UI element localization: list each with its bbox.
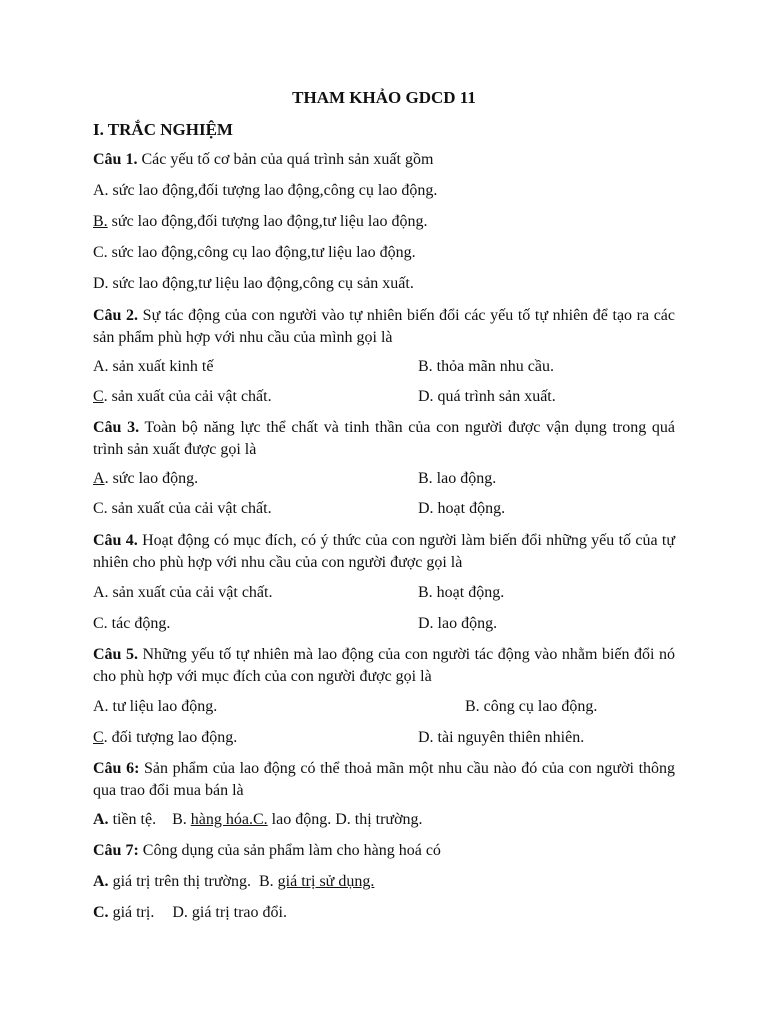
option-text: . sản xuất của cải vật chất. [103,388,272,405]
option-text: lao động. D. thị trường. [267,811,423,828]
option-letter: C. [93,904,109,921]
q5-option-b: B. công cụ lao động. [465,698,598,715]
answer-text: giá trị sử dụng. [277,873,375,890]
question-6 [93,758,675,802]
question-text: Công dụng của sản phẩm làm cho hàng hoá có [138,842,441,859]
option-text: sức lao động,đối tượng lao động,tư liệu lao động. [107,213,428,230]
q1-option-a: A. sức lao động,đối tượng lao động,công cụ lao động. [93,182,438,199]
answer-letter: A [93,470,105,487]
option-text: . sức lao động. [104,470,199,487]
q3-option-c: C. sản xuất của cải vật chất. [93,500,272,517]
option-text: D. giá trị trao đổi. [172,904,287,921]
q2-option-b: B. thỏa mãn nhu cầu. [418,358,554,375]
q2-option-c [93,388,272,406]
answer-letter: B. [93,213,108,230]
q7-options-ab [93,873,675,891]
option-text: tiền tệ. [108,811,157,828]
question-1 [93,151,675,169]
question-label: Câu 1. [93,151,138,168]
option-prefix: B. [172,811,191,828]
option-letter: A. [93,873,109,890]
q3-option-d: D. hoạt động. [418,500,506,517]
section-heading: I. TRẮC NGHIỆM [93,120,233,139]
answer-letter: C [93,388,104,405]
question-text: Sản phẩm của lao động có thể thoả mãn một nhu cầu nào đó của con người thông qua trao đổi mua bán là [93,760,676,799]
q4-option-a: A. sản xuất của cải vật chất. [93,584,273,601]
q2-option-d: D. quá trình sản xuất. [418,388,556,405]
question-text: Những yếu tố tự nhiên mà lao động của con người tác động vào nhằm biến đổi nó cho phù hợp với mục đích của con người được gọi là [93,646,676,685]
option-text: . đối tượng lao động. [103,729,238,746]
q2-option-a: A. sản xuất kinh tế [93,358,214,375]
q5-option-c [93,729,237,747]
answer-letter: C [93,729,104,746]
q4-option-d: D. lao động. [418,615,498,632]
question-5 [93,644,675,688]
document-title: THAM KHẢO GDCD 11 [292,88,476,107]
q1-option-c: C. sức lao động,công cụ lao động,tư liệu lao động. [93,244,416,261]
question-label: Câu 4. [93,532,138,549]
option-letter: C. [252,811,268,828]
q4-option-b: B. hoạt động. [418,584,505,601]
q3-option-b: B. lao động. [418,470,497,487]
q1-option-b [93,213,675,231]
question-text: Các yếu tố cơ bản của quá trình sản xuất gồm [137,151,434,168]
q1-option-d: D. sức lao động,tư liệu lao động,công cụ sản xuất. [93,275,414,292]
question-4 [93,530,675,574]
q4-option-c: C. tác động. [93,615,171,632]
option-text: giá trị. [108,904,155,921]
option-text: giá trị trên thị trường. B. [108,873,278,890]
question-label: Câu 6: [93,760,140,777]
option-letter: A. [93,811,109,828]
question-label: Câu 3. [93,419,140,436]
question-text: Sự tác động của con người vào tự nhiên biến đổi các yếu tố tự nhiên để tạo ra các sản phẩm phù hợp với nhu cầu của mình gọi là [93,307,675,346]
answer-text: hàng hóa. [190,811,253,828]
question-text: Toàn bộ năng lực thể chất và tinh thần của con người được vận dụng trong quá trình sản xuất được gọi là [93,419,676,458]
q5-option-a: A. tư liệu lao động. [93,698,218,715]
question-2 [93,305,675,349]
question-7 [93,842,675,860]
question-label: Câu 5. [93,646,138,663]
question-3 [93,417,675,461]
q5-option-d: D. tài nguyên thiên nhiên. [418,729,585,746]
question-label: Câu 2. [93,307,139,324]
question-text: Hoạt động có mục đích, có ý thức của con người làm biến đổi những yếu tố của tự nhiên cho phù hợp với nhu cầu của con người được gọi là [93,532,675,571]
q3-option-a [93,470,198,488]
q6-options [93,811,675,829]
q7-options-cd [93,904,675,922]
question-label: Câu 7: [93,842,139,859]
